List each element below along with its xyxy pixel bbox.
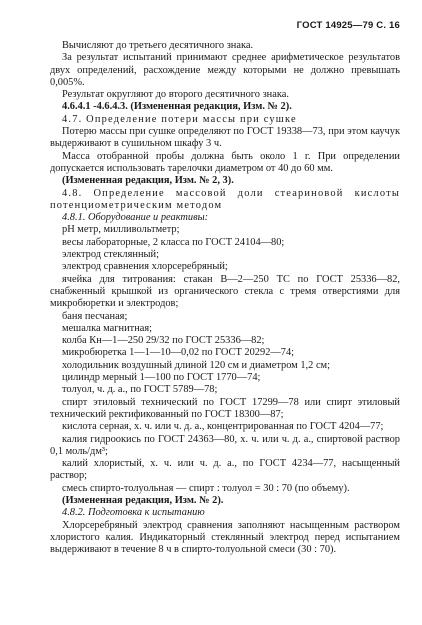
document-body	[50, 40, 400, 556]
paragraph: мешалка магнитная;	[62, 322, 153, 334]
paragraph: колба Кн—1—250 29/32 по ГОСТ 25336—82;	[62, 335, 265, 347]
paragraph: (Измененная редакция, Изм. № 2).	[62, 494, 224, 506]
paragraph: спирт этиловый технический по ГОСТ 17299—78 или спирт этиловый технический ректификованный по ГОСТ 18300—87;	[50, 396, 400, 420]
paragraph: калий хлористый, х. ч. или ч. д. а., по ГОСТ 4234—77, насыщенный раствор;	[50, 458, 400, 482]
paragraph: толуол, ч. д. а., по ГОСТ 5789—78;	[62, 384, 218, 396]
paragraph: pH метр, милливольтметр;	[62, 224, 180, 236]
paragraph: 4.8. Определение массовой доли стеариновой кислоты потенциометрическим методом	[50, 187, 400, 211]
paragraph: 4.7. Определение потери массы при сушке	[62, 113, 297, 125]
paragraph: Масса отобранной пробы должна быть около 1 г. При определении допускается использовать тарелочки диаметром от 40 до 60 мм.	[50, 150, 400, 174]
paragraph: Результат округляют до второго десятичного знака.	[62, 89, 289, 101]
paragraph: 4.8.2. Подготовка к испытанию	[62, 507, 205, 519]
paragraph: Вычисляют до третьего десятичного знака.	[62, 40, 254, 51]
paragraph: холодильник воздушный длиной 120 см и диаметром 1,2 см;	[62, 359, 331, 371]
paragraph: 4.8.1. Оборудование и реактивы:	[62, 212, 209, 224]
paragraph: электрод сравнения хлорсеребряный;	[62, 261, 228, 273]
paragraph: цилиндр мерный 1—100 по ГОСТ 1770—74;	[62, 372, 261, 384]
paragraph: Потерю массы при сушке определяют по ГОСТ 19338—73, при этом каучук выдерживают в сушильном шкафу 3 ч.	[50, 126, 400, 150]
paragraph: За результат испытаний принимают среднее арифметическое результатов двух определений, расхождение между которыми не должно превышать 0,005%.	[50, 52, 400, 88]
paragraph: 4.6.4.1 -4.6.4.3. (Измененная редакция, Изм. № 2).	[62, 101, 292, 113]
paragraph: (Измененная редакция, Изм. № 2, 3).	[62, 175, 234, 187]
paragraph: баня песчаная;	[62, 310, 128, 322]
paragraph: электрод стеклянный;	[62, 249, 159, 261]
paragraph: Хлорсеребряный электрод сравнения заполняют насыщенным раствором хлористого калия. Индикаторный стеклянный электрод перед испытанием выдерживают в течение 8 ч в спирто-толуольной смеси (30 : 70).	[50, 519, 400, 556]
paragraph: микробюретка 1—1—10—0,02 по ГОСТ 20292—74;	[62, 347, 295, 359]
page-header: ГОСТ 14925—79 С. 16	[296, 20, 400, 31]
paragraph: весы лабораторные, 2 класса по ГОСТ 24104—80;	[62, 236, 285, 248]
paragraph: кислота серная, х. ч. или ч. д. а., концентрированная по ГОСТ 4204—77;	[62, 421, 384, 433]
paragraph: ячейка для титрования: стакан В—2—250 ТС по ГОСТ 25336—82, снабженный крышкой из органического стекла с тремя отверстиями для микробюретки и электродов;	[50, 273, 400, 310]
paragraph: смесь спирто-толуольная — спирт : толуол = 30 : 70 (по объему).	[62, 482, 350, 494]
paragraph: калия гидроокись по ГОСТ 24363—80, х. ч. или ч. д. а., спиртовой раствор 0,1 моль/дм³;	[50, 433, 400, 457]
